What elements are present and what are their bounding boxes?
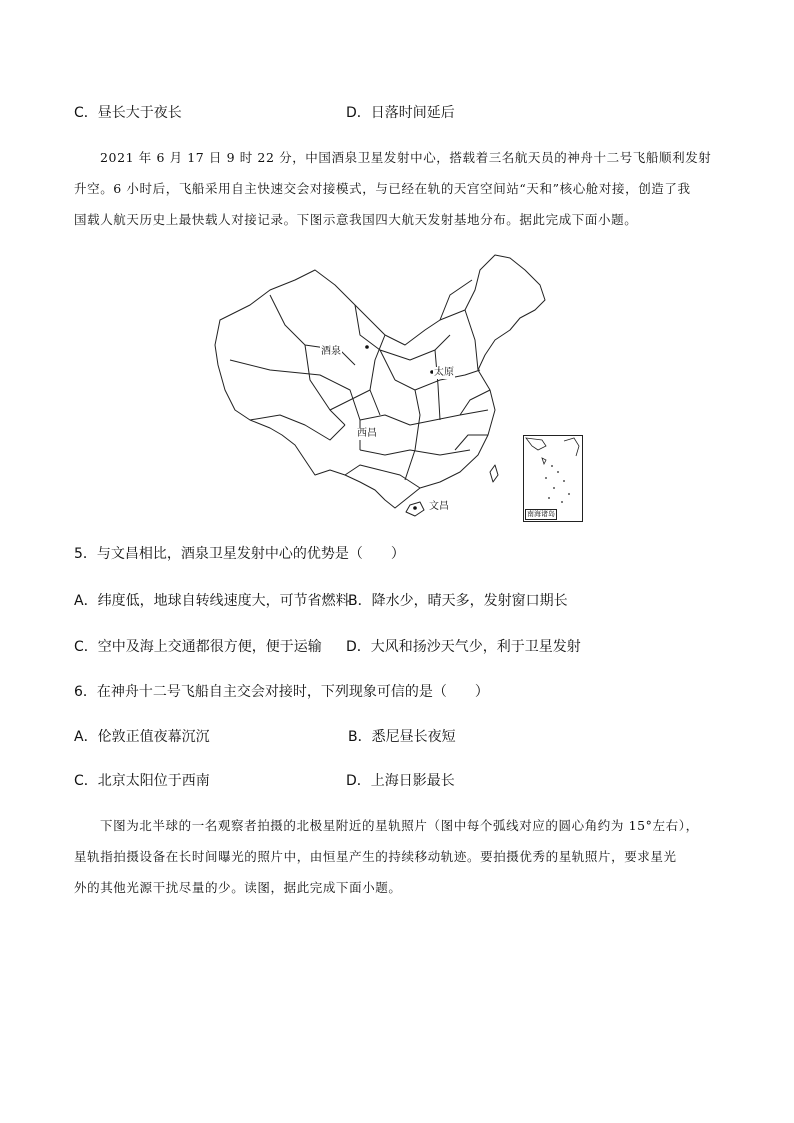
option-c-prev: C．昼长大于夜长 xyxy=(74,105,182,121)
map-label-xichang: 西昌 xyxy=(357,428,377,439)
passage-2-line: 外的其他光源干扰尽量的少。读图，据此完成下面小题。 xyxy=(74,880,402,895)
q6-option-b: B．悉尼昼长夜短 xyxy=(348,729,456,745)
passage-2-line: 下图为北半球的一名观察者拍摄的北极星附近的星轨照片（图中每个弧线对应的圆心角约为 15°左右）， xyxy=(100,818,699,833)
passage-2-line: 星轨指拍摄设备在长时间曝光的照片中，由恒星产生的持续移动轨迹。要拍摄优秀的星轨照片，要求星光 xyxy=(74,849,677,864)
china-launch-sites-map xyxy=(210,250,590,525)
map-label-jiuquan: 酒泉 xyxy=(321,346,341,357)
q5-option-b: B．降水少，晴天多，发射窗口期长 xyxy=(348,593,568,609)
q6-option-c: C．北京太阳位于西南 xyxy=(74,773,210,789)
q5-option-d: D．大风和扬沙天气少，利于卫星发射 xyxy=(346,639,581,655)
passage-1-line: 2021 年 6 月 17 日 9 时 22 分，中国酒泉卫星发射中心，搭载着三名航天员的神舟十二号飞船顺利发射 xyxy=(100,150,712,165)
option-d-prev: D．日落时间延后 xyxy=(346,105,455,121)
q6-option-d: D．上海日影最长 xyxy=(346,773,455,789)
passage-1-line: 升空。6 小时后，飞船采用自主快速交会对接模式，与已经在轨的天宫空间站“天和”核心舱对接，创造了我 xyxy=(74,181,691,196)
q5-option-a: A．纬度低，地球自转线速度大，可节省燃料 xyxy=(74,593,350,609)
map-label-taiyuan: 太原 xyxy=(434,367,454,378)
q5-stem: 5．与文昌相比，酒泉卫星发射中心的优势是（ ） xyxy=(74,546,405,562)
q6-option-a: A．伦敦正值夜幕沉沉 xyxy=(74,729,210,745)
south-china-sea-inset xyxy=(523,435,583,522)
q5-option-c: C．空中及海上交通都很方便，便于运输 xyxy=(74,639,322,655)
map-label-wenchang: 文昌 xyxy=(429,501,449,512)
passage-1-line: 国载人航天历史上最快载人对接记录。下图示意我国四大航天发射基地分布。据此完成下面小题。 xyxy=(74,212,638,227)
inset-label: 南海诸岛 xyxy=(527,510,555,518)
q6-stem: 6．在神舟十二号飞船自主交会对接时，下列现象可信的是（ ） xyxy=(74,684,489,700)
